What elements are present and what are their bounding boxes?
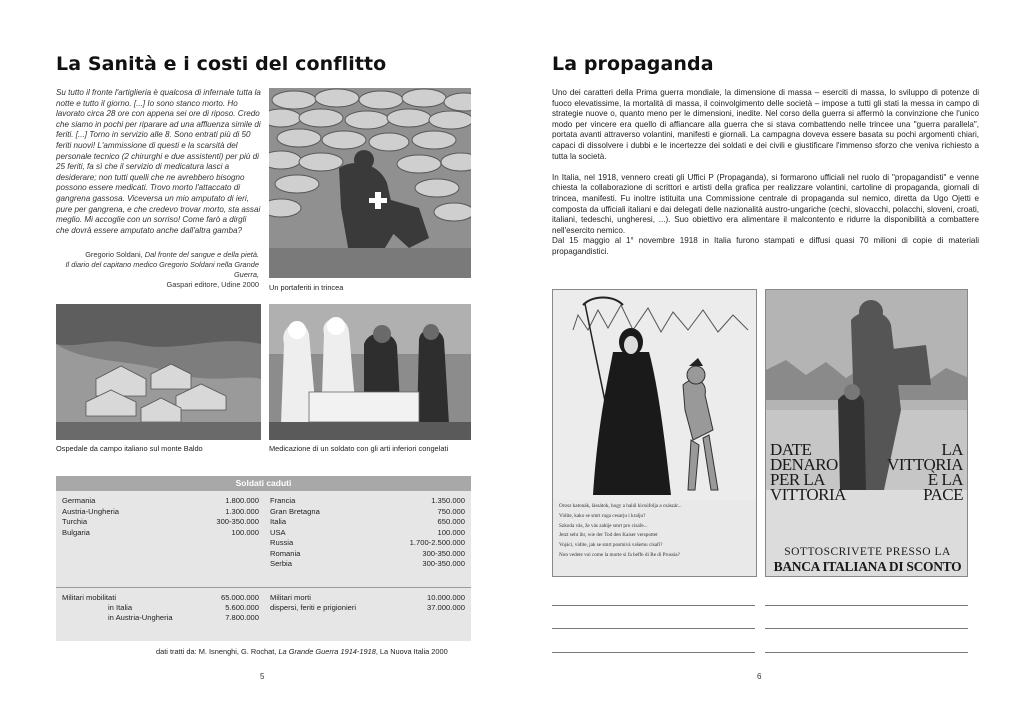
mobilized-value: 65.000.000 [220,593,259,602]
source-author: Gregorio Soldani, [85,250,143,259]
writing-line [552,628,755,629]
slogan-line: LA [941,440,963,459]
in-italia-label: in Italia [108,603,133,612]
page-title: La Sanità e i costi del conflitto [56,53,387,75]
fallen-count: 300-350.000 [422,559,465,568]
table-divider [56,587,471,588]
propaganda-text [552,88,979,258]
in-austria-label: in Austria-Ungheria [108,613,173,622]
poster-bottom-text-1: SOTTOSCRIVETE PRESSO LA [784,546,951,558]
field-hospital-caption: Ospedale da campo italiano sul monte Baldo [56,444,203,453]
fallen-count: 100.000 [437,527,465,537]
writing-line [765,628,968,629]
data-source [156,647,448,656]
medication-photo [269,304,471,440]
data-source-title: La Grande Guerra 1914-1918 [278,647,376,656]
country-name: Turchia [62,517,88,526]
country-name: Bulgaria [62,527,90,537]
country-name: Russia [270,538,294,547]
dispersed-value: 37.000.000 [426,603,465,612]
fallen-count: 750.000 [437,506,465,516]
country-name: Romania [270,548,301,558]
poster-caption-line: Vojáci, vidíte, jak se smrt posmívá vašemu císaři? [559,542,663,549]
mobilized-label: Militari mobilitati [62,593,117,602]
in-austria-value: 7.800.000 [225,613,259,622]
writing-line [765,605,968,606]
in-italia-value: 5.600.000 [225,603,259,612]
death-poster [552,289,757,577]
fallen-count: 1.350.000 [431,496,465,505]
war-bonds-poster [765,289,968,577]
paragraph: Dal 15 maggio al 1° novembre 1918 in Italia furono stampati e diffusi quasi 70 milioni di copie di materiali propagandistici. [552,236,979,256]
source-title: Dal fronte del sangue e della pietà. [144,250,259,259]
slogan-line: DATE [770,440,812,459]
page-number: 5 [260,672,265,681]
data-source-prefix: dati tratti da: M. Isnenghi, G. Rochat, [156,647,277,656]
fallen-count: 300-350.000 [422,548,465,558]
field-hospital-photo [56,304,261,440]
country-name: Italia [270,517,287,526]
country-name: Francia [270,496,296,505]
dispersed-label: dispersi, feriti e prigionieri [270,603,357,612]
poster-caption-lines [559,502,752,561]
country-name: USA [270,527,286,537]
writing-line [765,652,968,653]
country-name: Gran Bretagna [270,506,320,516]
country-name: Austria-Ungheria [62,506,119,516]
slogan-line: VITTORIA [770,485,846,504]
country-name: Serbia [270,559,292,568]
quote-source [56,250,259,290]
slogan-line: È LA [927,470,963,489]
dead-label: Militari morti [270,593,311,602]
trench-photo [269,88,471,278]
poster-caption-line: Non vedete voi come la morte si fa beffe di Re di Prussia? [559,551,680,558]
writing-line [552,652,755,653]
paragraph: In Italia, nel 1918, vennero creati gli Uffici P (Propaganda), si formarono ufficiali nel ruolo di "propagandisti" e venne chiesta la collaborazione di scrittori e artisti della grafica per realizzare volantini, cartoline di propaganda, giornali di trincea, manifesti. Fu inoltre istituita una Commissione centrale di propaganda sul nemico, diretta da Ugo Ojetti e composta da ufficiali italiani e dai delegati delle nazionalità austro-ungariche (cechi, slovacchi, polacchi, sloveni, croati, italiani, tedeschi, ungheresi, ...). Suo obiettivo era alimentare il malcontento e ridurre la disponibilità a combattere nell'esercito nemico. [552,172,979,235]
fallen-count: 1.300.000 [225,506,259,516]
medication-caption: Medicazione di un soldato con gli arti inferiori congelati [269,444,449,453]
data-source-suffix: , La Nuova Italia 2000 [375,647,448,656]
diary-quote: Su tutto il fronte l'artiglieria è qualcosa di infernale tutta la notte e tutto il giorno. [...] Io sono stanco morto. Ho lavorato circa 28 ore con appena sei ore di riposo. Credo che siamo in pochi per riparare ad una affluenza simile di feriti. [...] Torno in servizio alle 8. Sono entrati più di 50 feriti nuovi! L'ammissione di questi e la scarsità del personale tecnico (2 chirurghi e due assistenti) per più di 25 feriti, fa sì che il servizio di medicatura lasci a desiderare; non tutti quelli che ne avrebbero bisogno possono essere medicati. Trovo morto l'attaccato di gangrena gassosa. Viceversa un mio amputato di ieri, pure per gangrena, e che credevo trovar morto, sta assai meglio. Mi accoglie con un sorriso! Come farò a dirgli che dovrà essere amputato anche dall'altra gamba? [56,88,261,235]
fallen-count: 650.000 [437,517,465,526]
slogan-line: PACE [923,485,963,504]
poster-caption-line: Vidite, kako se smrt ruga cesarju i kralju? [559,512,646,519]
poster-caption-line: Jetzt seht ihr, wie der Tod den Kaiser verspottet [559,532,658,539]
poster-bottom-text-2: BANCA ITALIANA DI SCONTO [773,559,962,574]
poster-left-slogan [770,442,846,502]
fallen-count: 1.800.000 [225,496,259,505]
trench-caption: Un portaferiti in trincea [269,283,344,292]
page-number: 6 [757,672,762,681]
fallen-count: 1.700-2.500.000 [409,538,465,547]
country-name: Germania [62,496,96,505]
poster-caption-line: Orosz katonák, lássátok, hogy a halál kicsúfolja a császár... [559,503,682,509]
paragraph: Uno dei caratteri della Prima guerra mondiale, la dimensione di massa – eserciti di massa, lo sviluppo di potenze di fuoco elevatissime, la mortalità di massa, il coinvolgimento delle società – impose a tutti gli stati la messa in campo di strategie nuove o, quanto meno per le dimensioni, inedite. Nel corso della guerra si affermò la convinzione che l'unico modo per vincere era quello di affiancare alla guerra che si stava combattendo nelle trincee una "guerra parallela", portata avanti attraverso volantini, manifesti e giornali. La campagna doveva essere basata su pochi argomenti chiari, capaci di dissolvere i dubbi e le incertezze dei soldati e dei civili e giustificare l'immenso sforzo che veniva richiesto a tutta la società. [552,88,979,161]
table-title: Soldati caduti [56,476,471,491]
source-publisher: Gaspari editore, Udine 2000 [166,280,259,289]
page-title: La propaganda [552,53,714,75]
slogan-line: VITTORIA [887,455,963,474]
slogan-line: PER LA [770,470,826,489]
writing-line [552,605,755,606]
fallen-count: 300-350.000 [216,517,259,526]
fallen-count: 100.000 [231,527,259,537]
source-subtitle: Il diario del capitano medico Gregorio Soldani nella Grande Guerra, [65,260,259,279]
poster-caption-line: Szkoda vás, že vás zabije smrt pro cisaře... [559,522,648,529]
fallen-soldiers-table [56,476,471,641]
right-page [512,0,1024,724]
slogan-line: DENARO [770,455,838,474]
dead-value: 10.000.000 [426,593,465,602]
poster-right-slogan [887,442,963,502]
